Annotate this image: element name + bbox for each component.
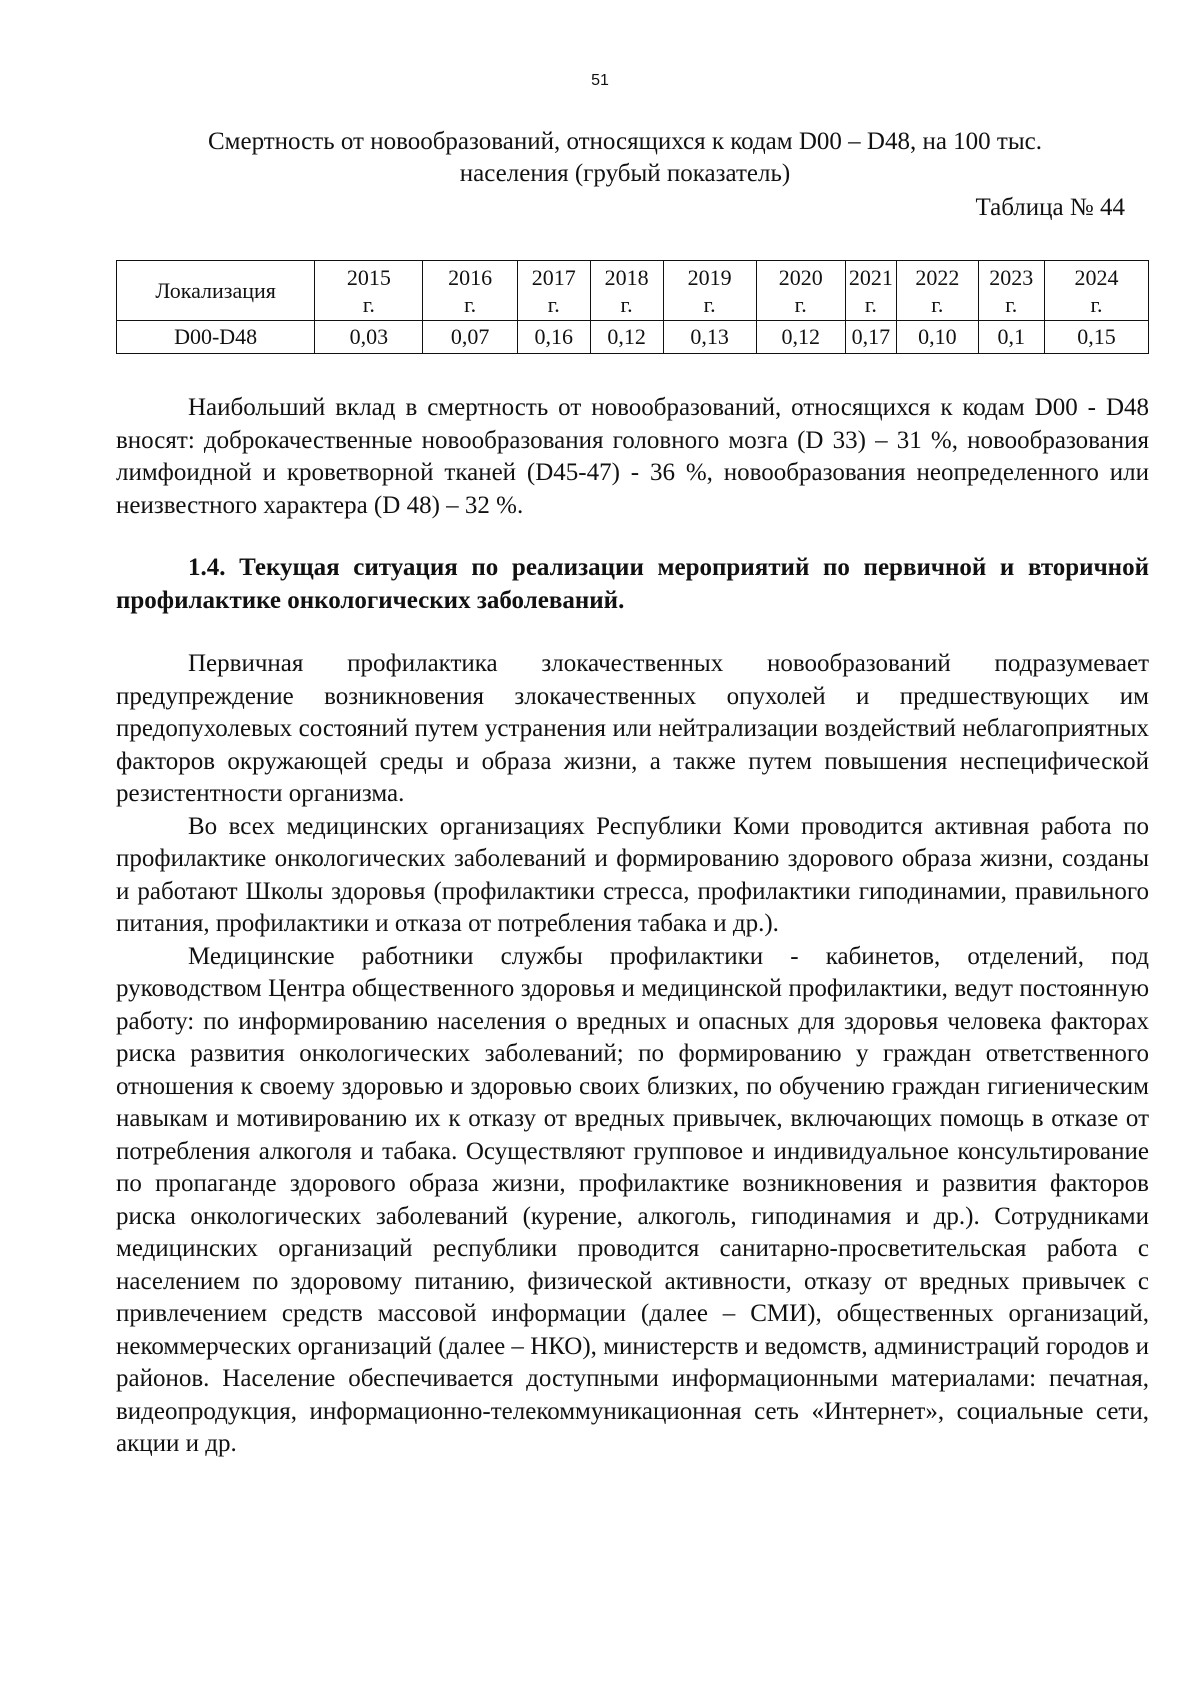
table-cell: 0,17 — [845, 321, 896, 354]
year-label: 2019 — [687, 264, 732, 290]
year-unit: г. — [931, 291, 944, 317]
page-number: 51 — [591, 72, 609, 89]
header-year — [845, 261, 896, 321]
paragraph: Медицинские работники службы профилактики - кабинетов, отделений, под руководством Центра общественного здоровья и медицинской профилактики, ведут постоянную работу: по информированию населения о вредных и опасных для здоровья человека факторах риска развития онкологических заболеваний; по формированию у граждан ответственного отношения к своему здоровью и здоровью своих близких, по обучению граждан гигиеническим навыкам и мотивированию их к отказу от вредных привычек, включающих помощь в отказе от потребления алкоголя и табака. Осуществляют групповое и индивидуальное консультирование по пропаганде здорового образа жизни, профилактике возникновения и развития факторов риска онкологических заболеваний (курение, алкоголь, гиподинамия и др.). Сотрудниками медицинских организаций республики проводится санитарно-просветительская работа с населением по здоровому питанию, физической активности, отказу от вредных привычек с привлечением средств массовой информации (далее – СМИ), общественных организаций, некоммерческих организаций (далее – НКО), министерств и ведомств, администраций городов и районов. Население обеспечивается доступными информационными материалами: печатная, видеопродукция, информационно-телекоммуникационная сеть «Интернет», социальные сети, акции и др. — [116, 942, 1149, 1457]
mortality-table — [116, 260, 1149, 354]
table-header-row — [117, 261, 1149, 321]
header-year — [756, 261, 845, 321]
header-year — [315, 261, 423, 321]
header-year — [423, 261, 517, 321]
header-year — [978, 261, 1044, 321]
table-cell: 0,1 — [978, 321, 1044, 354]
paragraph: Первичная профилактика злокачественных новообразований подразумевает предупреждение возникновения злокачественных опухолей и предшествующих им предопухолевых состояний путем устранения или нейтрализации воздействий неблагоприятных факторов окружающей среды и образа жизни, а также путем повышения неспецифической резистентности организма. — [116, 650, 1149, 807]
header-localization: Локализация — [117, 261, 315, 321]
header-year — [590, 261, 663, 321]
year-unit: г. — [703, 291, 716, 317]
contribution-paragraph: Наибольший вклад в смертность от новообразований, относящихся к кодам D00 - D48 вносят: доброкачественные новообразования головного мозга (D 33) – 31 %, новообразования лимфоидной и кроветворной тканей (D45-47) - 36 %, новообразования неопределенного или неизвестного характера (D 48) – 32 %. — [116, 394, 1149, 519]
table-cell: 0,07 — [423, 321, 517, 354]
row-label: D00-D48 — [117, 321, 315, 354]
table-number-label: Таблица № 44 — [975, 194, 1125, 221]
year-unit: г. — [547, 291, 560, 317]
year-label: 2024 — [1074, 264, 1119, 290]
year-label: 2021 — [848, 264, 893, 290]
year-unit: г. — [794, 291, 807, 317]
year-unit: г. — [464, 291, 477, 317]
year-label: 2023 — [989, 264, 1034, 290]
table-cell: 0,16 — [517, 321, 590, 354]
table-title-line-2: населения (грубый показатель) — [459, 160, 791, 187]
table-row — [117, 321, 1149, 354]
year-unit: г. — [362, 291, 375, 317]
year-label: 2016 — [448, 264, 493, 290]
year-label: 2015 — [346, 264, 391, 290]
year-unit: г. — [1005, 291, 1018, 317]
table-title-line-1: Смертность от новообразований, относящихся к кодам D00 – D48, на 100 тыс. — [207, 128, 1042, 155]
table-cell: 0,13 — [663, 321, 756, 354]
year-unit: г. — [864, 291, 877, 317]
paragraph: Во всех медицинских организациях Республики Коми проводится активная работа по профилактике онкологических заболеваний и формированию здорового образа жизни, созданы и работают Школы здоровья (профилактики стресса, профилактики гиподинамии, правильного питания, профилактики и отказа от потребления табака и др.). — [116, 812, 1149, 937]
table-title — [125, 126, 1125, 190]
year-unit: г. — [620, 291, 633, 317]
table-cell: 0,12 — [756, 321, 845, 354]
contribution-section — [116, 392, 1149, 522]
header-year — [663, 261, 756, 321]
table-cell: 0,10 — [897, 321, 978, 354]
section-heading: 1.4. Текущая ситуация по реализации мероприятий по первичной и вторичной профилактике онкологических заболеваний. — [116, 554, 1149, 614]
body-text — [116, 648, 1149, 1461]
year-label: 2022 — [915, 264, 960, 290]
table-cell: 0,15 — [1044, 321, 1148, 354]
year-unit: г. — [1090, 291, 1103, 317]
year-label: 2017 — [531, 264, 576, 290]
header-year — [897, 261, 978, 321]
year-label: 2018 — [604, 264, 649, 290]
table-cell: 0,12 — [590, 321, 663, 354]
table-cell: 0,03 — [315, 321, 423, 354]
year-label: 2020 — [778, 264, 823, 290]
header-year — [1044, 261, 1148, 321]
header-year — [517, 261, 590, 321]
